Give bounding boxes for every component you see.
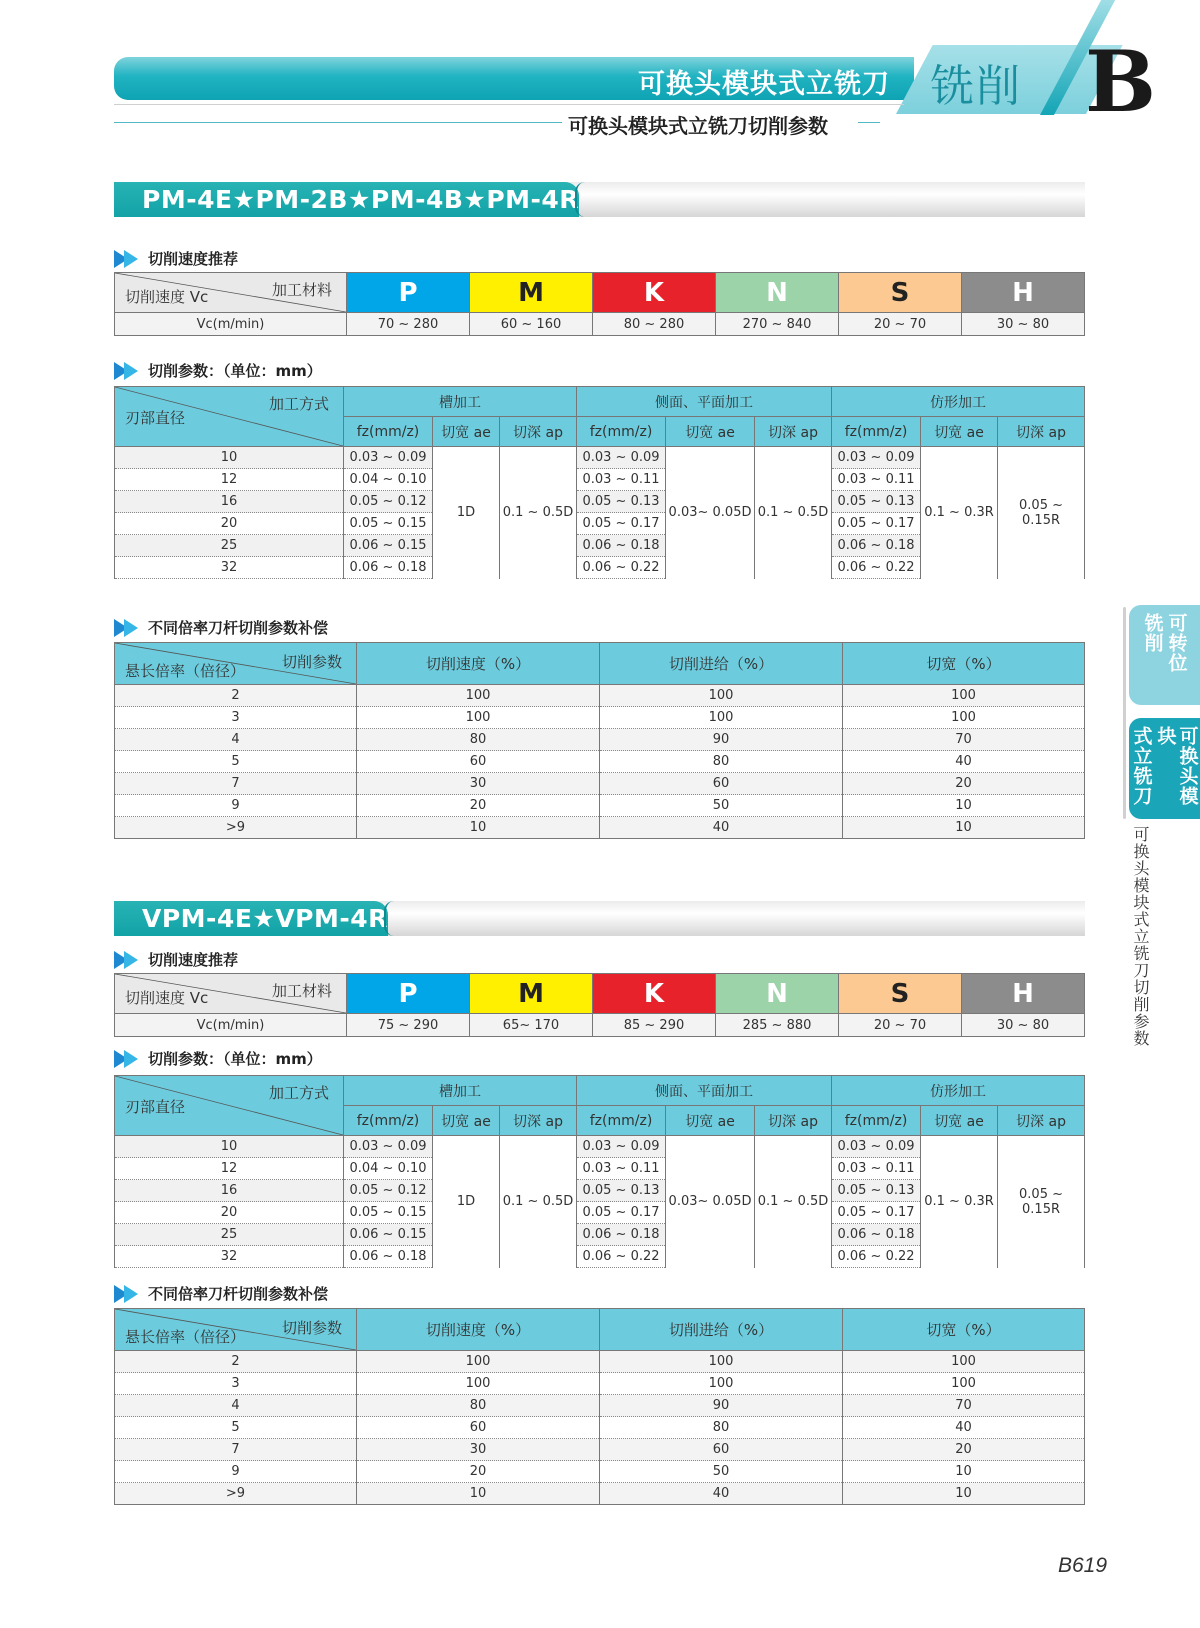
header-text: fz(mm/z) [844, 1112, 908, 1129]
header-text: 切宽 ae [685, 424, 735, 441]
category-label: 铣削 [930, 61, 1022, 112]
cutting-speed-value: 20 ~ 70 [839, 313, 962, 336]
diameter-cell: 32 [115, 1246, 344, 1268]
diameter-cell: 25 [115, 535, 344, 557]
product-series-title: VPM-4E★VPM-4R [114, 901, 388, 936]
side-ap-value: 0.1 ~ 0.5D [755, 447, 832, 579]
side-tab-label: 可换头模块 [1154, 726, 1199, 806]
overhang-ratio-cell: 3 [115, 1373, 357, 1395]
row-label: Vc(m/min) [115, 313, 347, 336]
side-ae-header [666, 1106, 755, 1136]
side-ap-header [755, 417, 832, 447]
group-header-slot: 槽加工 [344, 1076, 577, 1106]
corner-top-label: 加工材料 [271, 982, 332, 1000]
side-fz-cell: 0.05 ~ 0.13 [577, 1180, 666, 1202]
side-ae-header [666, 417, 755, 447]
copy-fz-cell: 0.05 ~ 0.17 [832, 513, 921, 535]
overhang-ratio-cell: 7 [115, 1439, 357, 1461]
cutting-speed-value: 270 ~ 840 [716, 313, 839, 336]
slot-fz-cell: 0.05 ~ 0.15 [344, 513, 433, 535]
speed-pct-cell: 30 [357, 773, 600, 795]
corner-bottom-label: 悬长倍率（倍径） [125, 1328, 246, 1346]
material-s-header: S [839, 273, 962, 313]
speed-pct-cell: 60 [357, 1417, 600, 1439]
header-text: fz(mm/z) [844, 423, 908, 440]
slot-ap-header [500, 417, 577, 447]
width-pct-cell: 100 [843, 707, 1085, 729]
speed-pct-cell: 20 [357, 1461, 600, 1483]
cutting-speed-value: 60 ~ 160 [470, 313, 593, 336]
slot-ae-value: 1D [433, 447, 500, 579]
material-p-header: P [347, 273, 470, 313]
header-cutting-speed-pct: 切削速度（%） [357, 643, 600, 685]
header-text: fz(mm/z) [356, 1112, 420, 1129]
slot-fz-cell: 0.06 ~ 0.15 [344, 535, 433, 557]
page-title: 可换头模块式立铣刀 [638, 69, 890, 100]
page-number: B619 [1058, 1554, 1108, 1577]
copy-ae-value: 0.1 ~ 0.3R [921, 447, 998, 579]
header-text: fz(mm/z) [589, 423, 653, 440]
cutting-speed-value: 20 ~ 70 [839, 1014, 962, 1037]
overhang-ratio-cell: 9 [115, 795, 357, 817]
material-k-header: K [593, 974, 716, 1014]
header-text: 切深 ap [768, 424, 818, 441]
side-fz-cell: 0.06 ~ 0.18 [577, 535, 666, 557]
product-series-banner [114, 182, 1085, 217]
cutting-speed-table [114, 973, 1085, 1037]
section-heading-cutting-params [114, 360, 322, 381]
width-pct-cell: 10 [843, 795, 1085, 817]
side-ae-value: 0.03~ 0.05D [666, 447, 755, 579]
diameter-cell: 32 [115, 557, 344, 579]
feed-pct-cell: 100 [600, 707, 843, 729]
group-header-copy: 仿形加工 [832, 387, 1085, 417]
header-cutting-speed-pct: 切削速度（%） [357, 1309, 600, 1351]
width-pct-cell: 100 [843, 1373, 1085, 1395]
width-pct-cell: 40 [843, 1417, 1085, 1439]
header-text: 切宽 ae [685, 1113, 735, 1130]
copy-fz-cell: 0.06 ~ 0.22 [832, 1246, 921, 1268]
table-row [115, 817, 1085, 839]
copy-fz-cell: 0.03 ~ 0.09 [832, 1136, 921, 1158]
width-pct-cell: 10 [843, 817, 1085, 839]
feed-pct-cell: 60 [600, 1439, 843, 1461]
header-text: 切深 ap [513, 424, 563, 441]
cutting-speed-table [114, 272, 1085, 336]
corner-bottom-label: 切削速度 Vc [125, 288, 209, 306]
slot-fz-cell: 0.04 ~ 0.10 [344, 1158, 433, 1180]
copy-ap-value: 0.05 ~ 0.15R [998, 1136, 1085, 1268]
speed-pct-cell: 10 [357, 1483, 600, 1505]
slot-ap-value: 0.1 ~ 0.5D [500, 1136, 577, 1268]
cutting-speed-value: 285 ~ 880 [716, 1014, 839, 1037]
section-heading-text: 切削速度推荐 [148, 951, 239, 969]
slot-ae-header [433, 417, 500, 447]
speed-pct-cell: 100 [357, 685, 600, 707]
side-fz-cell: 0.05 ~ 0.17 [577, 513, 666, 535]
copy-fz-cell: 0.06 ~ 0.22 [832, 557, 921, 579]
diameter-cell: 12 [115, 469, 344, 491]
material-h-header: H [962, 974, 1085, 1014]
material-p-header: P [347, 974, 470, 1014]
speed-pct-cell: 100 [357, 1373, 600, 1395]
material-h-header: H [962, 273, 1085, 313]
cutting-speed-value: 70 ~ 280 [347, 313, 470, 336]
side-tab-modular-endmill[interactable] [1129, 718, 1200, 819]
table-row [115, 1136, 1085, 1158]
chapter-letter: B [1085, 32, 1156, 131]
side-fz-cell: 0.05 ~ 0.17 [577, 1202, 666, 1224]
table-row [115, 1417, 1085, 1439]
corner-top-label: 切削参数 [281, 1319, 342, 1337]
speed-pct-cell: 100 [357, 707, 600, 729]
width-pct-cell: 100 [843, 1351, 1085, 1373]
slot-ae-header [433, 1106, 500, 1136]
width-pct-cell: 70 [843, 729, 1085, 751]
header-width-pct: 切宽（%） [843, 643, 1085, 685]
table-corner-header [115, 273, 347, 313]
material-n-header: N [716, 273, 839, 313]
overhang-ratio-cell: 2 [115, 685, 357, 707]
overhang-compensation-table [114, 642, 1085, 839]
section-heading-overhang-compensation [114, 617, 328, 638]
cutting-speed-value: 75 ~ 290 [347, 1014, 470, 1037]
speed-pct-cell: 80 [357, 729, 600, 751]
table-row [115, 1395, 1085, 1417]
header-text: 切深 ap [513, 1113, 563, 1130]
divider [858, 122, 880, 123]
product-series-banner [114, 901, 1085, 936]
slot-fz-cell: 0.05 ~ 0.12 [344, 1180, 433, 1202]
feed-pct-cell: 40 [600, 1483, 843, 1505]
table-corner-header [115, 1076, 344, 1136]
section-heading-text: 不同倍率刀杆切削参数补偿 [148, 619, 329, 637]
slot-fz-header [344, 1106, 433, 1136]
overhang-ratio-cell: >9 [115, 817, 357, 839]
side-ap-value: 0.1 ~ 0.5D [755, 1136, 832, 1268]
corner-top-label: 切削参数 [281, 653, 342, 671]
diameter-cell: 20 [115, 513, 344, 535]
side-tab-rail [1123, 607, 1126, 819]
table-corner-header [115, 1309, 357, 1351]
copy-ap-value: 0.05 ~ 0.15R [998, 447, 1085, 579]
page-subtitle: 可换头模块式立铣刀切削参数 [568, 114, 828, 138]
overhang-ratio-cell: 7 [115, 773, 357, 795]
table-row [115, 685, 1085, 707]
side-tab-label: 式立铣刀 [1130, 726, 1153, 806]
side-fz-cell: 0.03 ~ 0.09 [577, 1136, 666, 1158]
feed-pct-cell: 50 [600, 1461, 843, 1483]
header-text: 切深 ap [1016, 424, 1066, 441]
diameter-cell: 12 [115, 1158, 344, 1180]
section-heading-text: 不同倍率刀杆切削参数补偿 [148, 1285, 329, 1303]
speed-pct-cell: 60 [357, 751, 600, 773]
copy-fz-cell: 0.03 ~ 0.09 [832, 447, 921, 469]
cutting-speed-value: 65~ 170 [470, 1014, 593, 1037]
corner-bottom-label: 刃部直径 [125, 409, 186, 427]
header-text: 切宽 ae [441, 424, 491, 441]
header-width-pct: 切宽（%） [843, 1309, 1085, 1351]
section-heading-text: 切削速度推荐 [148, 250, 239, 268]
overhang-ratio-cell: >9 [115, 1483, 357, 1505]
section-heading-text: 切削参数：（单位：mm） [148, 362, 322, 380]
double-chevron-icon [114, 951, 142, 969]
double-chevron-icon [114, 1285, 142, 1303]
slot-fz-cell: 0.05 ~ 0.12 [344, 491, 433, 513]
material-k-header: K [593, 273, 716, 313]
feed-pct-cell: 100 [600, 685, 843, 707]
divider [114, 122, 562, 123]
table-row [115, 1439, 1085, 1461]
slot-ae-value: 1D [433, 1136, 500, 1268]
header-text: fz(mm/z) [589, 1112, 653, 1129]
feed-pct-cell: 80 [600, 1417, 843, 1439]
side-tab-indexable-milling[interactable] [1129, 605, 1200, 705]
row-label: Vc(m/min) [115, 1014, 347, 1037]
group-header-side-face: 侧面、平面加工 [577, 387, 832, 417]
cutting-params-table [114, 1075, 1085, 1268]
divider [114, 104, 904, 105]
width-pct-cell: 20 [843, 1439, 1085, 1461]
feed-pct-cell: 100 [600, 1351, 843, 1373]
overhang-ratio-cell: 5 [115, 751, 357, 773]
feed-pct-cell: 60 [600, 773, 843, 795]
copy-fz-cell: 0.05 ~ 0.13 [832, 1180, 921, 1202]
group-header-slot: 槽加工 [344, 387, 577, 417]
material-m-header: M [470, 273, 593, 313]
speed-pct-cell: 20 [357, 795, 600, 817]
feed-pct-cell: 80 [600, 751, 843, 773]
diameter-cell: 10 [115, 447, 344, 469]
diameter-cell: 10 [115, 1136, 344, 1158]
slot-fz-cell: 0.03 ~ 0.09 [344, 1136, 433, 1158]
side-ap-header [755, 1106, 832, 1136]
header-text: fz(mm/z) [356, 423, 420, 440]
side-fz-header [577, 1106, 666, 1136]
overhang-ratio-cell: 9 [115, 1461, 357, 1483]
table-row [115, 1373, 1085, 1395]
speed-pct-cell: 10 [357, 817, 600, 839]
copy-fz-cell: 0.05 ~ 0.13 [832, 491, 921, 513]
cutting-speed-value: 85 ~ 290 [593, 1014, 716, 1037]
copy-fz-cell: 0.06 ~ 0.18 [832, 535, 921, 557]
copy-ae-header [921, 417, 998, 447]
double-chevron-icon [114, 1050, 142, 1068]
width-pct-cell: 10 [843, 1461, 1085, 1483]
side-ae-value: 0.03~ 0.05D [666, 1136, 755, 1268]
section-heading-text: 切削参数：（单位：mm） [148, 1050, 322, 1068]
corner-bottom-label: 切削速度 Vc [125, 989, 209, 1007]
group-header-copy: 仿形加工 [832, 1076, 1085, 1106]
header-text: 切深 ap [1016, 1113, 1066, 1130]
width-pct-cell: 10 [843, 1483, 1085, 1505]
diameter-cell: 16 [115, 491, 344, 513]
material-n-header: N [716, 974, 839, 1014]
table-row [115, 795, 1085, 817]
cutting-speed-value: 30 ~ 80 [962, 1014, 1085, 1037]
slot-fz-cell: 0.06 ~ 0.15 [344, 1224, 433, 1246]
copy-fz-header [832, 1106, 921, 1136]
table-row [115, 1483, 1085, 1505]
slot-fz-cell: 0.06 ~ 0.18 [344, 1246, 433, 1268]
side-tab-label: 铣削 [1141, 613, 1164, 653]
section-heading-overhang-compensation [114, 1283, 328, 1304]
copy-fz-header [832, 417, 921, 447]
header-feed-pct: 切削进给（%） [600, 643, 843, 685]
side-fz-cell: 0.05 ~ 0.13 [577, 491, 666, 513]
corner-bottom-label: 刃部直径 [125, 1098, 186, 1116]
side-fz-cell: 0.03 ~ 0.11 [577, 469, 666, 491]
feed-pct-cell: 40 [600, 817, 843, 839]
double-chevron-icon [114, 362, 142, 380]
side-tab-label: 可转位 [1165, 613, 1188, 673]
table-corner-header [115, 643, 357, 685]
double-chevron-icon [114, 250, 142, 268]
overhang-ratio-cell: 4 [115, 729, 357, 751]
section-heading-cutting-params [114, 1048, 322, 1069]
corner-top-label: 加工方式 [268, 395, 329, 413]
overhang-ratio-cell: 2 [115, 1351, 357, 1373]
corner-top-label: 加工材料 [271, 281, 332, 299]
copy-fz-cell: 0.06 ~ 0.18 [832, 1224, 921, 1246]
copy-fz-cell: 0.03 ~ 0.11 [832, 1158, 921, 1180]
header-text: 切宽 ae [441, 1113, 491, 1130]
feed-pct-cell: 50 [600, 795, 843, 817]
table-row [115, 1351, 1085, 1373]
table-row [115, 1461, 1085, 1483]
slot-fz-cell: 0.06 ~ 0.18 [344, 557, 433, 579]
side-fz-cell: 0.06 ~ 0.18 [577, 1224, 666, 1246]
copy-fz-cell: 0.05 ~ 0.17 [832, 1202, 921, 1224]
width-pct-cell: 70 [843, 1395, 1085, 1417]
table-row [115, 729, 1085, 751]
overhang-compensation-table [114, 1308, 1085, 1505]
corner-top-label: 加工方式 [268, 1084, 329, 1102]
diameter-cell: 25 [115, 1224, 344, 1246]
header-feed-pct: 切削进给（%） [600, 1309, 843, 1351]
table-row [115, 751, 1085, 773]
feed-pct-cell: 90 [600, 729, 843, 751]
speed-pct-cell: 30 [357, 1439, 600, 1461]
cutting-speed-value: 30 ~ 80 [962, 313, 1085, 336]
material-m-header: M [470, 974, 593, 1014]
slot-fz-cell: 0.03 ~ 0.09 [344, 447, 433, 469]
section-heading-cutting-speed [114, 248, 238, 269]
slot-fz-cell: 0.05 ~ 0.15 [344, 1202, 433, 1224]
group-header-side-face: 侧面、平面加工 [577, 1076, 832, 1106]
product-series-title: PM-4E★PM-2B★PM-4B★PM-4R [114, 182, 579, 217]
copy-ap-header [998, 1106, 1085, 1136]
speed-pct-cell: 100 [357, 1351, 600, 1373]
width-pct-cell: 20 [843, 773, 1085, 795]
feed-pct-cell: 90 [600, 1395, 843, 1417]
side-fz-cell: 0.06 ~ 0.22 [577, 1246, 666, 1268]
overhang-ratio-cell: 3 [115, 707, 357, 729]
width-pct-cell: 40 [843, 751, 1085, 773]
slot-fz-cell: 0.04 ~ 0.10 [344, 469, 433, 491]
table-row [115, 707, 1085, 729]
diameter-cell: 16 [115, 1180, 344, 1202]
overhang-ratio-cell: 5 [115, 1417, 357, 1439]
table-row [115, 773, 1085, 795]
slot-fz-header [344, 417, 433, 447]
copy-ae-value: 0.1 ~ 0.3R [921, 1136, 998, 1268]
width-pct-cell: 100 [843, 685, 1085, 707]
side-fz-header [577, 417, 666, 447]
table-row [115, 447, 1085, 469]
section-heading-cutting-speed [114, 949, 238, 970]
header-text: 切宽 ae [934, 1113, 984, 1130]
table-corner-header [115, 974, 347, 1014]
material-s-header: S [839, 974, 962, 1014]
side-fz-cell: 0.03 ~ 0.09 [577, 447, 666, 469]
copy-fz-cell: 0.03 ~ 0.11 [832, 469, 921, 491]
side-section-caption: 可换头模块式立铣刀切削参数 [1131, 826, 1150, 1047]
slot-ap-value: 0.1 ~ 0.5D [500, 447, 577, 579]
speed-pct-cell: 80 [357, 1395, 600, 1417]
copy-ae-header [921, 1106, 998, 1136]
slot-ap-header [500, 1106, 577, 1136]
corner-bottom-label: 悬长倍率（倍径） [125, 662, 246, 680]
double-chevron-icon [114, 619, 142, 637]
overhang-ratio-cell: 4 [115, 1395, 357, 1417]
header-text: 切宽 ae [934, 424, 984, 441]
cutting-speed-value: 80 ~ 280 [593, 313, 716, 336]
side-fz-cell: 0.03 ~ 0.11 [577, 1158, 666, 1180]
header-text: 切深 ap [768, 1113, 818, 1130]
copy-ap-header [998, 417, 1085, 447]
table-corner-header [115, 387, 344, 447]
feed-pct-cell: 100 [600, 1373, 843, 1395]
side-fz-cell: 0.06 ~ 0.22 [577, 557, 666, 579]
diameter-cell: 20 [115, 1202, 344, 1224]
cutting-params-table [114, 386, 1085, 579]
